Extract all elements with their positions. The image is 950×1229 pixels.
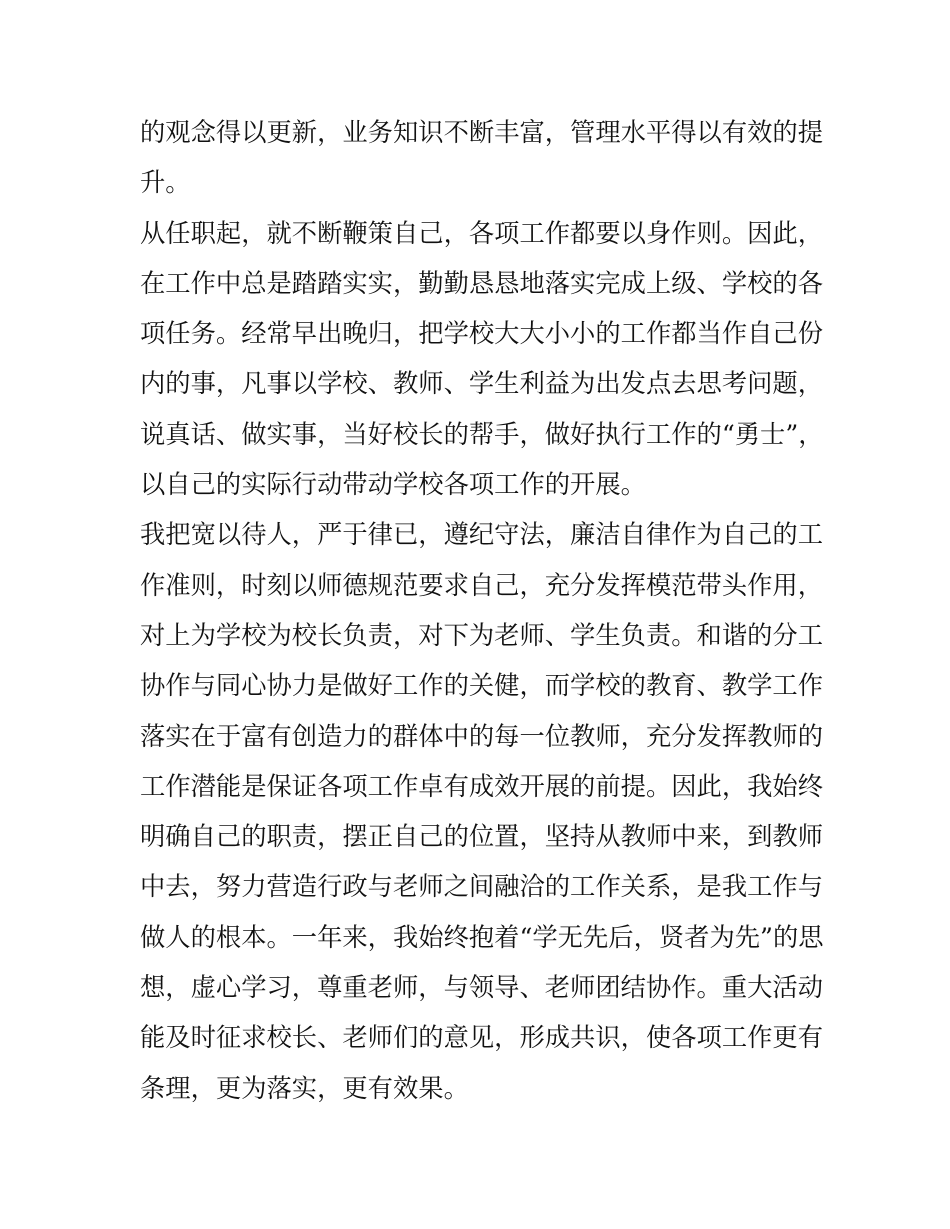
text-line: 对上为学校为校长负责，对下为老师、学生负责。和谐的分工 bbox=[140, 620, 824, 650]
text-line: 想，虚心学习，尊重老师，与领导、老师团结协作。重大活动 bbox=[140, 973, 824, 1003]
text-line: 升。 bbox=[140, 168, 191, 198]
text-line: 我把宽以待人，严于律已，遵纪守法，廉洁自律作为自己的工 bbox=[140, 520, 824, 550]
text-line: 项任务。经常早出晚归，把学校大大小小的工作都当作自己份 bbox=[140, 319, 824, 349]
text-line: 落实在于富有创造力的群体中的每一位教师，充分发挥教师的 bbox=[140, 721, 824, 751]
text-line: 能及时征求校长、老师们的意见，形成共识，使各项工作更有 bbox=[140, 1023, 824, 1053]
text-line: 内的事，凡事以学校、教师、学生利益为出发点去思考问题， bbox=[140, 369, 824, 399]
text-line: 在工作中总是踏踏实实，勤勤恳恳地落实完成上级、学校的各 bbox=[140, 268, 824, 298]
text-line: 作准则，时刻以师德规范要求自己，充分发挥模范带头作用， bbox=[140, 570, 824, 600]
text-line: 从任职起，就不断鞭策自己，各项工作都要以身作则。因此， bbox=[140, 218, 824, 248]
text-line: 工作潜能是保证各项工作卓有成效开展的前提。因此，我始终 bbox=[140, 771, 824, 801]
document-body-text bbox=[140, 108, 824, 1114]
text-line: 中去，努力营造行政与老师之间融洽的工作关系，是我工作与 bbox=[140, 872, 824, 902]
text-line: 条理，更为落实，更有效果。 bbox=[140, 1073, 469, 1103]
text-line: 做人的根本。一年来，我始终抱着“学无先后，贤者为先”的思 bbox=[140, 922, 824, 952]
text-line: 说真话、做实事，当好校长的帮手，做好执行工作的“勇士”， bbox=[140, 419, 824, 449]
text-line: 以自己的实际行动带动学校各项工作的开展。 bbox=[140, 470, 646, 500]
text-line: 明确自己的职责，摆正自己的位置，坚持从教师中来，到教师 bbox=[140, 822, 824, 852]
text-line: 协作与同心协力是做好工作的关健，而学校的教育、教学工作 bbox=[140, 671, 824, 701]
text-line: 的观念得以更新，业务知识不断丰富，管理水平得以有效的提 bbox=[140, 118, 824, 147]
